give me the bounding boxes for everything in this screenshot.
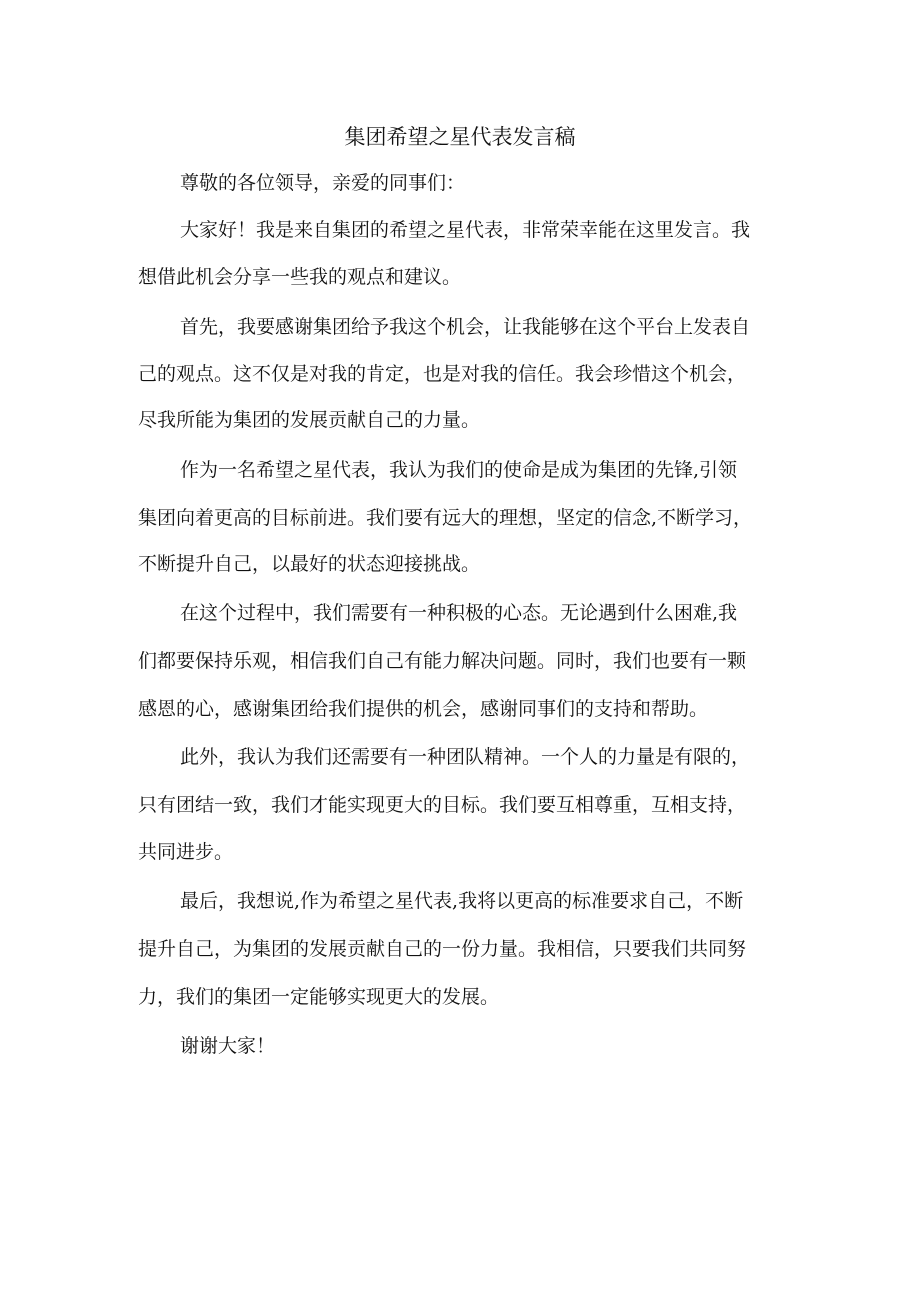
paragraph-5-line-2: 只有团结一致，我们才能实现更大的目标。我们要互相尊重，互相支持，	[138, 794, 747, 816]
salutation: 尊敬的各位领导，亲爱的同事们：	[180, 172, 466, 194]
paragraph-1-line-2: 想借此机会分享一些我的观点和建议。	[138, 266, 462, 288]
paragraph-6-line-1: 最后，我想说,作为希望之星代表,我将以更高的标准要求自己，不断	[180, 890, 744, 912]
paragraph-3-line-3: 不断提升自己，以最好的状态迎接挑战。	[138, 553, 481, 575]
paragraph-4-line-1: 在这个过程中，我们需要有一种积极的心态。无论遇到什么困难,我	[180, 602, 738, 624]
paragraph-3-line-2: 集团向着更高的目标前进。我们要有远大的理想，坚定的信念,不断学习，	[138, 507, 753, 529]
paragraph-4-line-3: 感恩的心，感谢集团给我们提供的机会，感谢同事们的支持和帮助。	[138, 698, 709, 720]
paragraph-1-line-1: 大家好！我是来自集团的希望之星代表，非常荣幸能在这里发言。我	[180, 219, 751, 241]
paragraph-3-line-1: 作为一名希望之星代表，我认为我们的使命是成为集团的先锋,引领	[180, 459, 738, 481]
paragraph-4-line-2: 们都要保持乐观，相信我们自己有能力解决问题。同时，我们也要有一颗	[138, 650, 747, 672]
paragraph-6-line-2: 提升自己，为集团的发展贡献自己的一份力量。我相信，只要我们共同努	[138, 938, 747, 960]
paragraph-2-line-1: 首先，我要感谢集团给予我这个机会，让我能够在这个平台上发表自	[180, 316, 751, 338]
paragraph-6-line-3: 力，我们的集团一定能够实现更大的发展。	[138, 986, 500, 1008]
document-title: 集团希望之星代表发言稿	[344, 125, 576, 149]
paragraph-2-line-2: 己的观点。这不仅是对我的肯定，也是对我的信任。我会珍惜这个机会，	[138, 363, 747, 385]
paragraph-5-line-1: 此外，我认为我们还需要有一种团队精神。一个人的力量是有限的，	[180, 746, 751, 768]
closing-line: 谢谢大家！	[180, 1035, 276, 1057]
paragraph-5-line-3: 共同进步。	[138, 841, 234, 863]
paragraph-2-line-3: 尽我所能为集团的发展贡献自己的力量。	[138, 409, 481, 431]
